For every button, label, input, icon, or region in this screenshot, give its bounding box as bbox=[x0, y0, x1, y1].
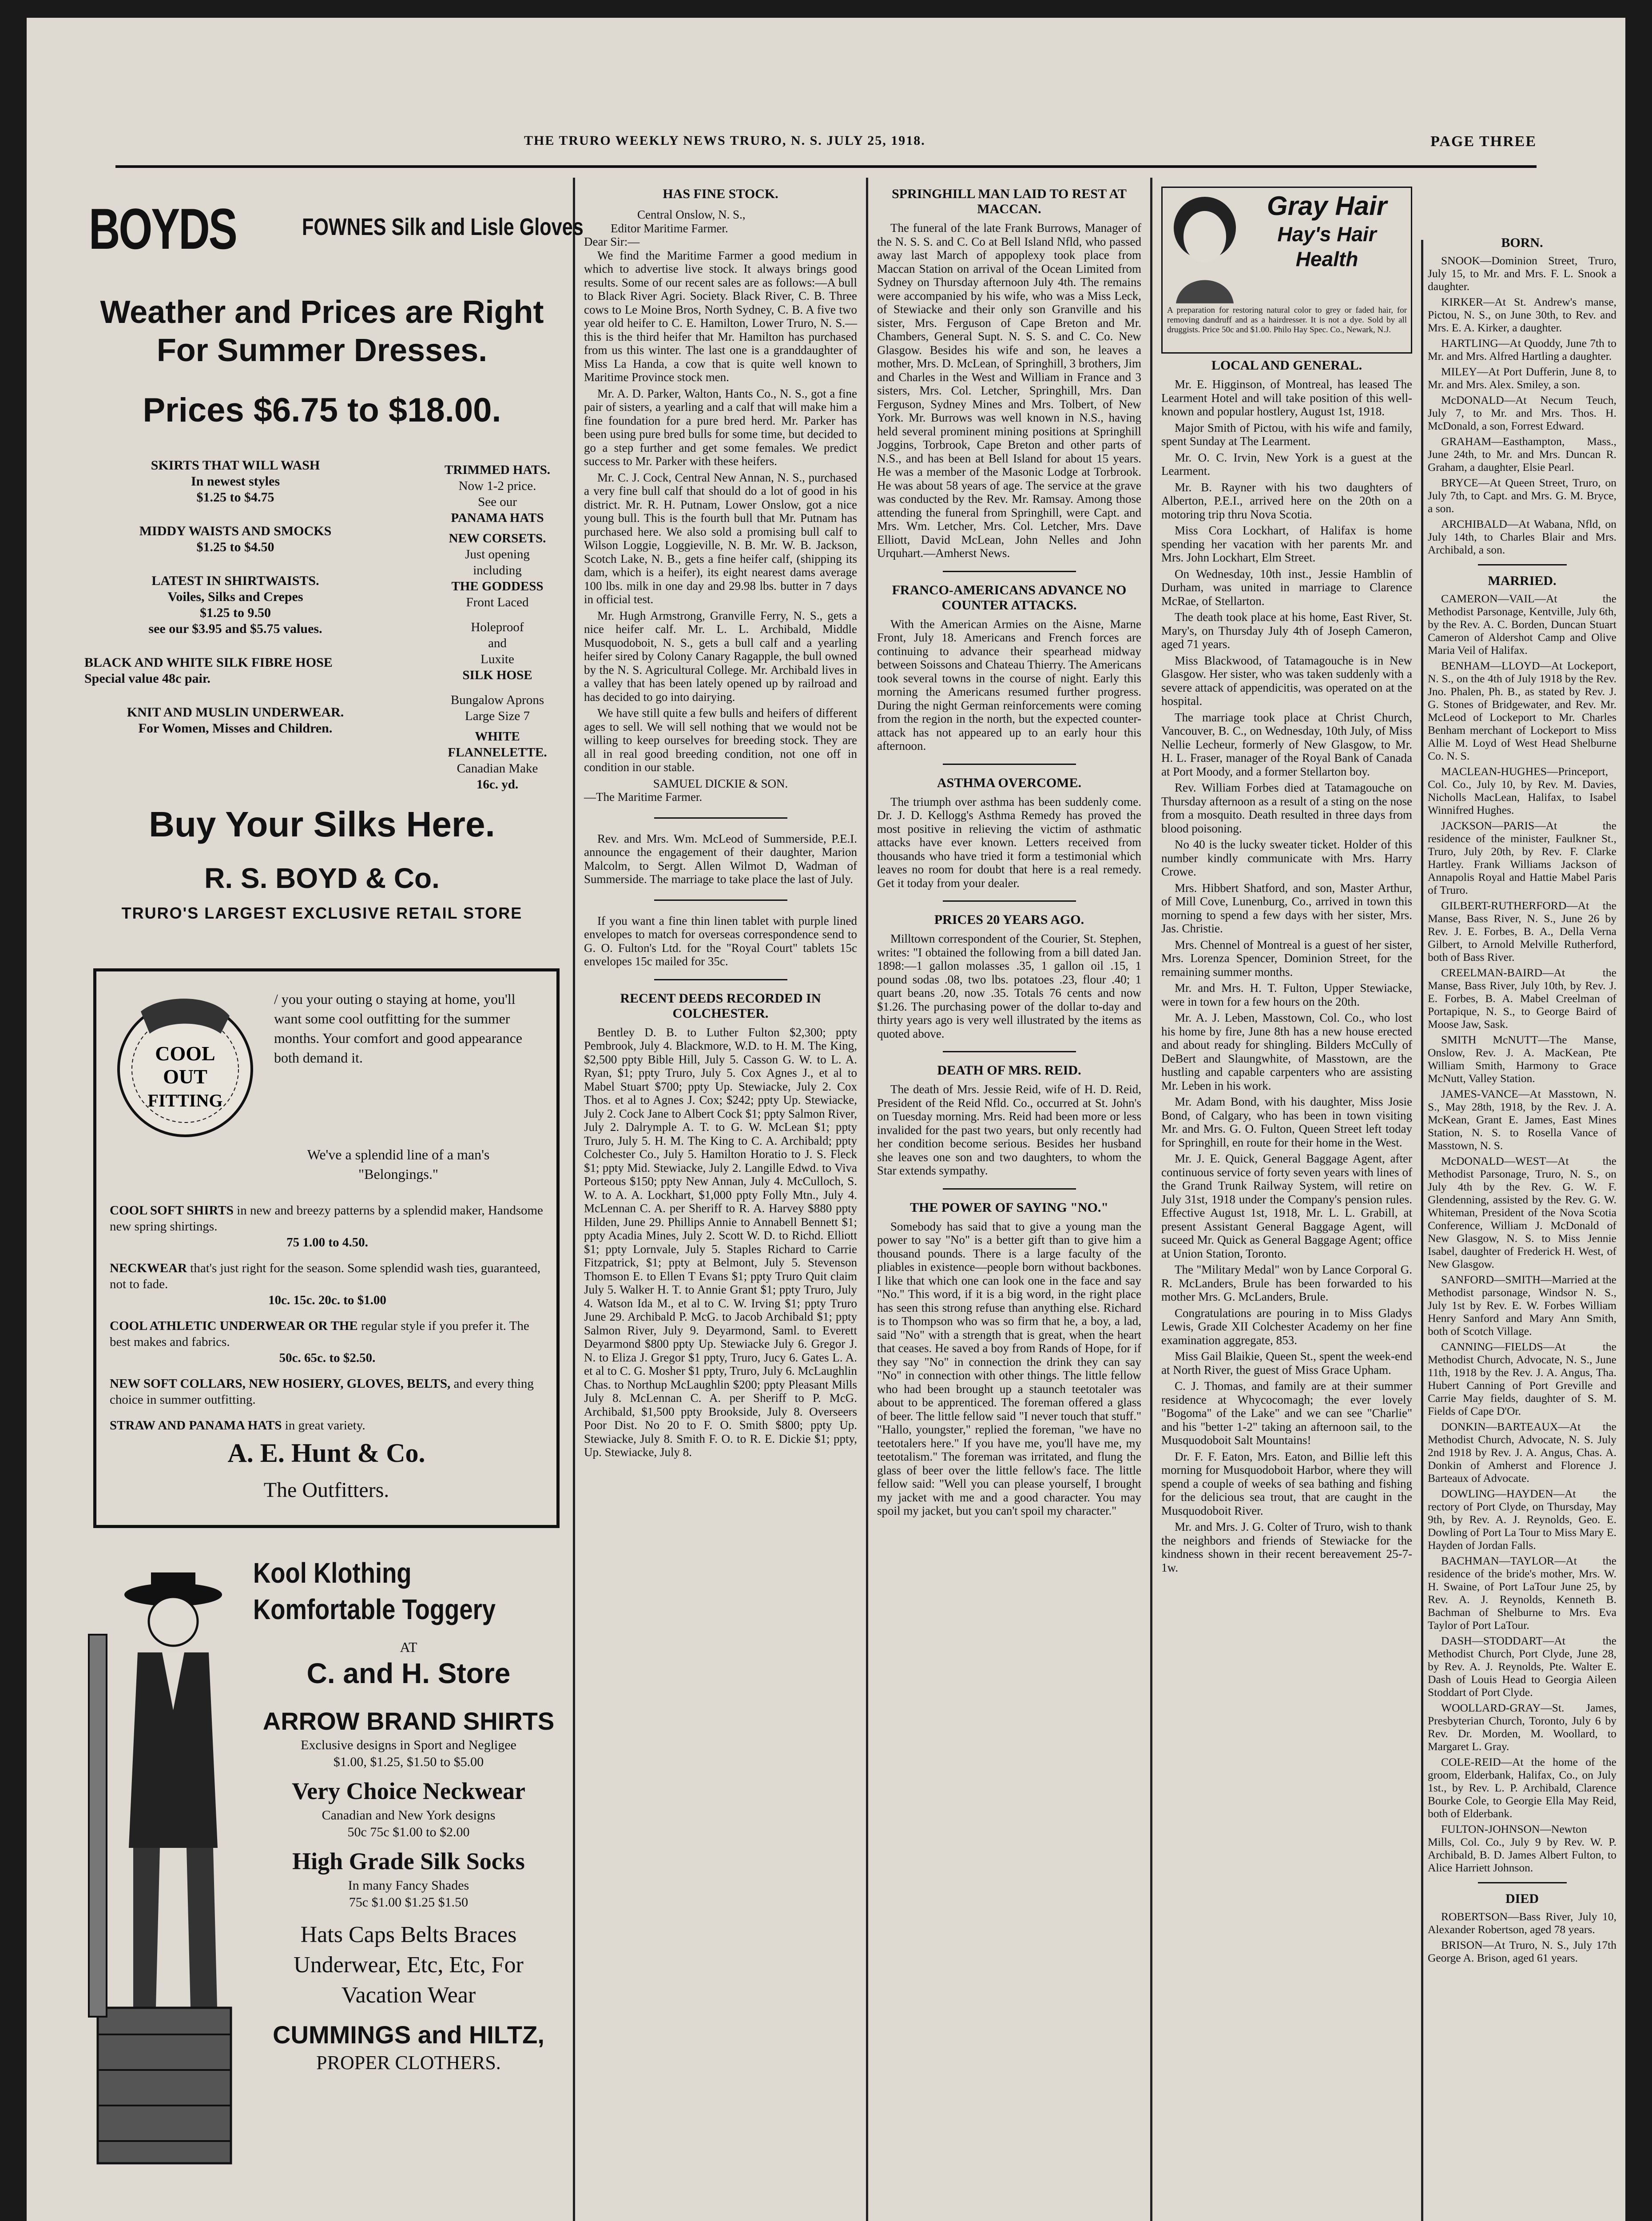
boyds-item: Luxite bbox=[481, 652, 514, 666]
local-items bbox=[1161, 378, 1412, 1574]
boyds-item: NEW CORSETS. bbox=[449, 531, 546, 545]
svg-text:OUT: OUT bbox=[163, 1065, 207, 1088]
divider bbox=[943, 571, 1076, 572]
cool-outfitting-badge-icon bbox=[110, 985, 261, 1154]
boyds-item: including bbox=[473, 563, 522, 577]
married-entry: CAMERON—VAIL—At the Methodist Parsonage, Kentville, July 6th, by the Rev. A. C. Borden, Duncan Stuart Cameron of Aldershot Camp and Olive Maria Veil of Halifax. bbox=[1428, 592, 1616, 657]
column-2 bbox=[584, 187, 857, 1462]
hunt-item-title: NECKWEAR bbox=[110, 1261, 187, 1275]
asthma-heading: ASTHMA OVERCOME. bbox=[937, 775, 1082, 790]
tablet-notice: If you want a fine thin linen tablet with purple lined envelopes to match for overseas correspondence send to G. O. Fulton's Ltd. for the "Royal Court" tablets 15c envelopes 15c mailed for 35c. bbox=[584, 914, 857, 968]
married-entry: WOOLLARD-GRAY—St. James, Presbyterian Church, Toronto, July 6 by Rev. Dr. Morden, M. Woollard, to Margaret L. Gray. bbox=[1428, 1701, 1616, 1753]
hunt-item-title: STRAW AND PANAMA HATS bbox=[110, 1418, 282, 1433]
boyds-item: See our bbox=[478, 495, 517, 509]
boyds-item: THE GODDESS bbox=[451, 579, 544, 593]
boyds-silks: Buy Your Silks Here. bbox=[149, 804, 495, 844]
hunt-item-desc: and every thing choice in summer outfitting. bbox=[110, 1377, 534, 1407]
cummings-headline-2: Komfortable Toggery bbox=[253, 1593, 496, 1625]
cummings-headline bbox=[253, 1555, 517, 1628]
column-5 bbox=[1428, 235, 1616, 1967]
boyds-ad bbox=[84, 195, 584, 942]
gray-hair-ad bbox=[1161, 187, 1412, 354]
gray-hair-title bbox=[1247, 191, 1407, 271]
deeds-list: Bentley D. B. to Luther Fulton $2,300; ppty Pembrook, July 4. Blackmore, W.D. to H. M. The King, $2,500 ppty Bible Hill, July 5. Casson G. W. to L. A. Ryan, $1; ppty Truro, July 5. Cox Agnes J., et al to Mabel Stuart $700; ppty Up. Stewiacke, July 2. Cox Thos. et al to Agnes J. Cox; $242; ppty Up. Stewiacke, July 2. Cock Jane to Albert Cock $1; ppty Salmon River, July 2. Dalrymple A. T. to G. W. McLean $1; ppty Truro, July 5. H. M. The King to C. A. Archibald; ppty Colchester Co., July 5. Hamilton Horatio to J. S. Fleck $1; ppty Mid. Stewiacke, July 2. Langille Edwd. to Viva Porteous $150; ppty New Annan, July 4. McCulloch, S. W. to A. A. Lockhart, $1,000 ppty Folly Mtn., July 4. McLennan C. A. per Sheriff to R. A. Harvey $880 ppty Hilden, June 29. Phillips Annie to Annabell Bennett $1; ppty Acadia Mines, July 2. Scott W. D. to Richd. Elliott $1; ppty Lornvale, July 5. Staples Richard to Carrie Fitzpatrick, $1; ppty at Belmont, July 5. Stevenson Thomson E. to Ellen T Evans $1; ppty Truro Quit claim July 5. Walker H. T. to Annie Grant $1; ppty Truro, July 4. Watson Ida M., et al to C. W. Irving $1; ppty Truro June 29. Archibald P. McG. to Jacob Archibald $1; ppty Salmon River, July 9. Deyarmond, Saml. to Everett Deyarmond $800 ppty Up. Stewiacke July 6. Gregor J. N. to Eliza J. Gregor $1 ppty, Truro, Jucy 6. Gates L. A. et al to C. G. Mosher $1 ppty, Truro, July 6. McLaughlin Chas. to Northup McLaughlin $200; ppty Pleasant Mills July 8. McLennan C. A. per Sheriff to P. McG. Archibald, $1,500 ppty Brookside, July 8. Overseers Poor Dist. No 20 to F. O. Smith $800; ppty Up. Stewiacke, July 8. Smith F. O. to R. E. Dickie $1; ppty, Up. Stewiacke, July 8. bbox=[584, 1025, 857, 1459]
boyds-gloves: FOWNES Silk and Lisle Gloves bbox=[302, 214, 584, 240]
column-rule-1 bbox=[573, 178, 575, 2221]
married-entry: DOWLING—HAYDEN—At the rectory of Port Clyde, on Thursday, May 9th, by Rev. A. J. Reynolds, Geo. E. Dowling of Port La Tour to Miss Mary E. Hayden of Jordan Falls. bbox=[1428, 1487, 1616, 1552]
svg-text:COOL: COOL bbox=[155, 1042, 215, 1065]
franco-article: With the American Armies on the Aisne, Marne Front, July 18. Americans and French forces are continuing to advance their spearhead midway between Soissons and Chateau Thierry. The Americans took several towns in the course of night. Early this morning the Americans resumed further progress. During the night German reinforcements were coming from the region in the north, but the expected counter-attack has not appeared up to an early hour this afternoon. bbox=[877, 617, 1141, 752]
married-entry: GILBERT-RUTHERFORD—At the Manse, Bass River, N. S., June 26 by Rev. J. E. Forbes, B. A., Della Verna Gilbert, to Arnold Melville Rutherford, both of Bass River. bbox=[1428, 899, 1616, 963]
local-item: The death took place at his home, East River, St. Mary's, on Thursday July 4th of Joseph Cameron, aged 71 years. bbox=[1161, 610, 1412, 651]
cummings-tagline: PROPER CLOTHERS. bbox=[316, 2052, 501, 2074]
cummings-arrow-desc: Exclusive designs in Sport and Negligee bbox=[301, 1738, 516, 1752]
local-item: Miss Blackwood, of Tatamagouche is in New Glasgow. Her sister, who was taken suddenly with a severe attack of appendicitis, was operated on at the hospital. bbox=[1161, 653, 1412, 708]
hunt-item-title: COOL SOFT SHIRTS bbox=[110, 1203, 234, 1218]
boyds-brand: BOYDS bbox=[89, 196, 236, 261]
local-item: Mr. Adam Bond, with his daughter, Miss Josie Bond, of Calgary, who has been in town visiting Mr. and Mrs. G. O. Fulton, Queen Street left today for Springhill, en route for their home in the West. bbox=[1161, 1095, 1412, 1149]
hunt-item-desc: in new and breezy patterns by a splendid maker, Handsome new spring shirtings. bbox=[110, 1203, 543, 1234]
fine-stock-letter bbox=[584, 208, 857, 804]
hunt-item-title: NEW SOFT COLLARS, NEW HOSIERY, GLOVES, BELTS, bbox=[110, 1377, 451, 1391]
married-entry: JAMES-VANCE—At Masstown, N. S., May 28th, 1918, by the Rev. J. A. McKean, Grant E. James, East Mines Station, N. S. to Rosella Vance of Masstown, N. S. bbox=[1428, 1087, 1616, 1152]
letter-paragraph: Mr. Hugh Armstrong, Granville Ferry, N. S., gets a nice heifer calf. Mr. L. L. Archibald, Middle Musquodoboit, N. S., gets a bull calf and a yearling heifer sired by Colony Canary Ragapple, the bull owned by the N. S. Agricultural College. Mr. Archibald lives in a valley that has been lately opened up by railroad and has decided to go into dairying. bbox=[584, 609, 857, 704]
hunt-item bbox=[110, 1318, 545, 1366]
born-entry: HARTLING—At Quoddy, June 7th to Mr. and Mrs. Alfred Hartling a daughter. bbox=[1428, 337, 1616, 362]
boyds-item: Voiles, Silks and Crepes bbox=[167, 589, 303, 604]
column-rule-2 bbox=[866, 178, 868, 2221]
boyds-item: 16c. yd. bbox=[476, 777, 519, 792]
deeds-heading: RECENT DEEDS RECORDED IN COLCHESTER. bbox=[620, 991, 821, 1021]
died-entry: BRISON—At Truro, N. S., July 17th George A. Brison, aged 61 years. bbox=[1428, 1938, 1616, 1964]
local-item: Mrs. Hibbert Shatford, and son, Master Arthur, of Mill Cove, Lunenburg, Co., arrived in town this morning to spend a few days with her sister, Mrs. Jas. Christie. bbox=[1161, 881, 1412, 935]
born-entry: GRAHAM—Easthampton, Mass., June 24th, to Mr. and Mrs. Duncan R. Graham, a daughter, Elsie Pearl. bbox=[1428, 435, 1616, 474]
married-list bbox=[1428, 592, 1616, 1874]
cummings-store: C. and H. Store bbox=[306, 1657, 511, 1689]
reid-heading: DEATH OF MRS. REID. bbox=[937, 1063, 1081, 1078]
boyds-item: and bbox=[488, 636, 507, 650]
born-list bbox=[1428, 254, 1616, 556]
married-entry: BACHMAN—TAYLOR—At the residence of the bride's mother, Mrs. W. H. Swaine, of Port LaTour June 25, by Rev. A. J. Reynolds, Kenneth B. Bachman of Shelburne to Mrs. Eva Taylor of Port LaTour. bbox=[1428, 1554, 1616, 1632]
boyds-item: For Women, Misses and Children. bbox=[138, 721, 333, 736]
cummings-misc: Hats Caps Belts Braces bbox=[300, 1922, 517, 1947]
boyds-item: Now 1-2 price. bbox=[458, 479, 536, 493]
married-entry: COLE-REID—At the home of the groom, Elderbank, Halifax, Co., on July 1st., by Rev. L. P. Archibald, Clarence Bourke Cole, to Georgie Ella May Reid, both of Elderbank. bbox=[1428, 1755, 1616, 1820]
boyds-item: KNIT AND MUSLIN UNDERWEAR. bbox=[127, 705, 344, 720]
local-item: Mr. A. J. Leben, Masstown, Col. Co., who lost his home by fire, June 8th has a new house erected and about ready for shingling. Bilders McCully of DeBert and Slaungwhite, of Masstown, are the hustling and capable carpenters who are assisting Mr. Leben in his work. bbox=[1161, 1011, 1412, 1092]
cummings-company: CUMMINGS and HILTZ, bbox=[273, 2021, 544, 2049]
gray-hair-title-2: Hay's Hair Health bbox=[1277, 223, 1377, 271]
boyds-item: $1.25 to $4.50 bbox=[196, 540, 274, 554]
local-item: The "Military Medal" won by Lance Corporal G. R. McLanders, Brule has been forwarded to his mother Mrs. G. McLanders, Brule. bbox=[1161, 1263, 1412, 1303]
boyds-item: Just opening bbox=[465, 547, 530, 561]
mcleod-notice: Rev. and Mrs. Wm. McLeod of Summerside, P.E.I. announce the engagement of their daughter, Marion Malcolm, to Sergt. Allen Wilmot D, Wadman of Summerside. The marriage to take place the last of July. bbox=[584, 832, 857, 886]
cummings-socks: High Grade Silk Socks bbox=[292, 1848, 525, 1875]
boyds-item: MIDDY WAISTS AND SMOCKS bbox=[139, 524, 332, 538]
local-item: Miss Gail Blaikie, Queen St., spent the week-end at North River, the guest of Miss Grace Upham. bbox=[1161, 1349, 1412, 1377]
letter-line: Central Onslow, N. S., bbox=[637, 208, 746, 221]
died-entry: ROBERTSON—Bass River, July 10, Alexander Robertson, aged 78 years. bbox=[1428, 1910, 1616, 1936]
boyds-item: TRIMMED HATS. bbox=[445, 463, 550, 477]
hunt-item-title: COOL ATHLETIC UNDERWEAR OR THE bbox=[110, 1319, 358, 1333]
letter-line: Dear Sir:— bbox=[584, 235, 640, 248]
page-number: PAGE THREE bbox=[1430, 133, 1537, 150]
svg-text:FITTING: FITTING bbox=[147, 1091, 223, 1110]
local-item: Mr. and Mrs. H. T. Fulton, Upper Stewiacke, were in town for a few hours on the 20th. bbox=[1161, 981, 1412, 1008]
hunt-item-price: 50c. 65c. to $2.50. bbox=[279, 1351, 376, 1365]
reid-article: The death of Mrs. Jessie Reid, wife of H. D. Reid, President of the Reid Nfld. Co., occurred at St. John's on Tuesday morning. Mrs. Reid had been more or less invalided for the past two years, but only recently had her condition become serious. Besides her husband she leaves one son and two daughters, to whom the Star extends sympathy. bbox=[877, 1083, 1141, 1177]
cummings-at: AT bbox=[400, 1639, 417, 1655]
married-entry: CANNING—FIELDS—At the Methodist Church, Advocate, N. S., June 11th, 1918 by the Rev. J. A. Angus, Tha. Hubert Canning of Port Greville and Carrie May fields, daughter of S. M. Fields of Cape D'Or. bbox=[1428, 1340, 1616, 1417]
man-illustration bbox=[84, 1564, 235, 2168]
divider bbox=[943, 1051, 1076, 1052]
died-list bbox=[1428, 1910, 1616, 1964]
cummings-offers bbox=[253, 1706, 564, 2075]
letter-paragraph: We have still quite a few bulls and heifers of different ages to sell. We will sell nothing that we would not be willing to keep ourselves for breeding stock. They are all in real good breeding condition, not one off in condition in our stable. bbox=[584, 706, 857, 774]
hunt-item bbox=[110, 1202, 545, 1250]
hunt-line: We've a splendid line of a man's "Belongings." bbox=[307, 1146, 490, 1182]
hunt-item-price: 10c. 15c. 20c. to $1.00 bbox=[268, 1293, 386, 1307]
hunt-item bbox=[110, 1376, 545, 1408]
hunt-tagline: The Outfitters. bbox=[263, 1478, 389, 1502]
local-item: Dr. F. F. Eaton, Mrs. Eaton, and Billie left this morning for Musquodoboit Harbor, where they will spend a couple of weeks of sea bathing and fishing for the delicious sea trout, that are caught in the Musquodoboit River. bbox=[1161, 1449, 1412, 1517]
boyds-item: SILK HOSE bbox=[462, 668, 532, 682]
married-entry: McDONALD—WEST—At the Methodist Parsonage, Truro, N. S., on July 4th by the Rev. G. W. F. Glendenning, assisted by the Rev. G. W. Whiteman, President of the Nova Scotia Conference, William J. McDonald of New Glasgow, N. S. to Miss Jennie Isabel, daughter of Frederick H. West, of New Glasgow. bbox=[1428, 1154, 1616, 1270]
cummings-neck-desc: Canadian and New York designs bbox=[322, 1808, 496, 1823]
cummings-arrow-price: $1.00, $1.25, $1.50 to $5.00 bbox=[333, 1755, 484, 1769]
local-item: On Wednesday, 10th inst., Jessie Hamblin of Durham, was united in marriage to Clarence McRae, of Stellarton. bbox=[1161, 567, 1412, 608]
divider bbox=[943, 764, 1076, 765]
cummings-misc: Underwear, Etc, Etc, For bbox=[294, 1952, 524, 1978]
prices-article: Milltown correspondent of the Courier, St. Stephen, writes: "I obtained the following from a bill dated Jan. 1898:—1 gallon molasses .35, 1 gallon oil .15, 1 pound sodas .08, two lbs. potatoes .23, flour .40; 1 quart beans .20, now .35. Totals 76 cents and now $1.26. The purchasing power of the dollar to-day and thirty years ago is very well illustrated by the items as quoted above. bbox=[877, 932, 1141, 1040]
married-entry: SANFORD—SMITH—Married at the Methodist parsonage, Windsor N. S., July 1st by Rev. E. W. Forbes William Henry Sanford and Mary Ann Smith, both of Scotch Village. bbox=[1428, 1273, 1616, 1337]
column-rule-3 bbox=[1150, 178, 1152, 2221]
boyds-headline-1: Weather and Prices are Right bbox=[100, 295, 544, 330]
boyds-prices: Prices $6.75 to $18.00. bbox=[143, 391, 501, 429]
local-item: Rev. William Forbes died at Tatamagouche on Thursday afternoon as a result of a sting on the nose from a mosquito. Death resulted in three days from blood poisoning. bbox=[1161, 781, 1412, 835]
born-entry: BRYCE—At Queen Street, Truro, on July 7th, to Capt. and Mrs. G. M. Bryce, a son. bbox=[1428, 476, 1616, 515]
no-heading: THE POWER OF SAYING "NO." bbox=[910, 1200, 1108, 1215]
springhill-article: The funeral of the late Frank Burrows, Manager of the N. S. S. and C. Co at Bell Island Nfld, who passed away last March of appoplexy took place from Maccan Station on arrival of the Ocean Limited from Sydney on Thursday afternoon July 4th. The remains were accompanied by his wife, who was a Miss Leck, of Stewiacke and their only son Granville and his sister, Mrs. Ferguson of Cape Breton and Mr. Chambers, General Supt. N. S. S. and C. Co. New Glasgow. Besides his wife and son, he leaves a mother, Mrs. D. McLean, of Springhill, 3 brothers, Jim and Charles in the West and William in France and 3 sisters, Mrs. Col. Letcher, Springhill, Mrs. Dan Ferguson, Sydney Mines and Mrs. Tolbert, of New York. Mr. Burrows was well known in N.S., having held several prominent mining positions at Springhill Joggins, Torbrook, Cape Breton and other parts of N.S., and has been at Bell Island for about 15 years. He was a member of the Masonic Lodge at Torbrook. He was about 58 years of age. The service at the grave was conducted by the Rev. Mr. Ramsay. Among those attending the funeral from Springhill, were Capt. and Mrs. Wm. Letcher, Mrs. Col. Letcher, Mrs. Dave Elliott, David McLean, John Nelles and John Urquhart.—Amherst News. bbox=[877, 221, 1141, 560]
no-article: Somebody has said that to give a young man the power to say "No" is a better gift than to give him a thousand pounds. There is a large faculty of the pliables in existence—people born without backbones. I like that which one can look one in the face and say "No." This word, if it is a big word, in the right place has seen this strong refuse than anything else. Richard is to Thompson who was so firm that he, a boy, a lad, said "No" with a strength that is great, when the heart that ceases. He saved a boy from Rands of Hope, for if they say "No" in connection the drink they can say "No" in connection with other things. The little fellow who had been brought up a staunch teetotaler was about to be apprenticed. The foreman offered a glass of beer. The little fellow said "I never touch that stuff." "Hallo, youngster," replied the foreman, "we have no teetotalers here." If you have me, you'll have me, my teetotalism." The foreman was irritated, and flung the glass of beer over the little fellow's face. The little fellow said: "Well you can please yourself, I brought my jacket with me and a good character. You may spoil my jacket, but you can't spoil my character." bbox=[877, 1219, 1141, 1517]
cummings-arrow: ARROW BRAND SHIRTS bbox=[262, 1707, 555, 1735]
letter-paragraph: We find the Maritime Farmer a good medium in which to advertise live stock. It always brings good results. Some of our recent sales are as follows:—A bull to Black River Agri. Society. Black River, C. B. Three cows to Le Moine Bros, North Sydney, C. B. A five two year old heifer to C. E. Hamilton, Lower Truro, N. S.—this is the third heifer that Mr. Hamilton has purchased from us this winter. The last one is a granddaughter of Miss La Handa, a cow that is quite well known to Maritime Province stock men. bbox=[584, 248, 857, 384]
died-heading: DIED bbox=[1505, 1891, 1539, 1906]
local-item: Mr. J. E. Quick, General Baggage Agent, after continuous service of forty seven years with lines of the Grand Trunk Railway System, will retire on July 31st, 1918 under the Company's pension rules. Effective August 1st, 1918, Mr. L. L. Grabill, at present Assistant General Baggage Agent, will suceed Mr. Quick as General Baggage Agent; office at Union Station, Toronto. bbox=[1161, 1152, 1412, 1260]
prices-heading: PRICES 20 YEARS AGO. bbox=[934, 912, 1084, 927]
cummings-socks-desc: In many Fancy Shades bbox=[348, 1878, 469, 1893]
gray-hair-fine-print: A preparation for restoring natural color to grey or faded hair, for removing dandruff and as a hairdresser. It is not a dye. Sold by all druggists. Price 50c and $1.00. Philo Hay Spec. Co., Newark, N.J. bbox=[1167, 306, 1407, 334]
married-entry: FULTON-JOHNSON—Newton Mills, Col. Co., July 9 by Rev. W. P. Archibald, B. D. James Albert Fulton, to Alice Harriett Johnson. bbox=[1428, 1823, 1616, 1874]
local-item: Mrs. Chennel of Montreal is a guest of her sister, Mrs. Lorenza Spencer, Dominion Street, for the remaining summer months. bbox=[1161, 938, 1412, 979]
married-entry: SMITH McNUTT—The Manse, Onslow, Rev. J. A. MacKean, Pte William Smith, Harmony to Grace McNutt, Valley Station. bbox=[1428, 1033, 1616, 1085]
cummings-headline-1: Kool Klothing bbox=[253, 1557, 412, 1589]
hunt-company: A. E. Hunt & Co. bbox=[227, 1438, 425, 1468]
cummings-socks-price: 75c $1.00 $1.25 $1.50 bbox=[349, 1895, 469, 1910]
masthead-rule bbox=[115, 165, 1537, 168]
local-item: Mr. E. Higginson, of Montreal, has leased The Learment Hotel and will take position of this well-known and popular hostlery, August 1st, 1918. bbox=[1161, 378, 1412, 418]
cummings-neck: Very Choice Neckwear bbox=[292, 1778, 525, 1804]
boyds-headline-2: For Summer Dresses. bbox=[156, 333, 488, 368]
local-item: Major Smith of Pictou, with his wife and family, spent Sunday at The Learment. bbox=[1161, 421, 1412, 448]
divider bbox=[654, 817, 787, 819]
springhill-heading: SPRINGHILL MAN LAID TO REST AT MACCAN. bbox=[892, 187, 1127, 216]
divider bbox=[1478, 564, 1567, 565]
married-entry: BENHAM—LLOYD—At Lockeport, N. S., on the 4th of July 1918 by the Rev. Jno. Phalen, Ph. B., as stated by Rev. J. G. Stones of Bridgewater, and Rev. Mr. McLeod of Lockeport to Mr. Charles Benham merchant of Lockeport to Miss Allie M. Loyd of West Head Shelburne Co. N. S. bbox=[1428, 659, 1616, 762]
newspaper-page bbox=[27, 18, 1625, 2221]
boyds-item: Holeproof bbox=[471, 620, 524, 634]
divider bbox=[943, 900, 1076, 902]
letter-signature: SAMUEL DICKIE & SON. bbox=[653, 776, 788, 790]
divider bbox=[943, 1188, 1076, 1190]
married-entry: DASH—STODDART—At the Methodist Church, Port Clyde, June 28, by Rev. A. J. Reynolds, Pte. Walter E. Dash of Louis Head to Georgia Aileen Stoddart of Port Clyde. bbox=[1428, 1634, 1616, 1699]
masthead bbox=[115, 133, 1537, 160]
hunt-items bbox=[110, 1202, 545, 1433]
hunt-ad bbox=[93, 968, 560, 1528]
boyds-item: WHITE FLANNELETTE. bbox=[448, 729, 547, 760]
asthma-article: The triumph over asthma has been suddenly come. Dr. J. D. Kellogg's Asthma Remedy has proved the most positive in relieving the victim of asthmatic attacks have ever known. Letters received from thousands who have tried it form a testimonial which leaves no room for doubt that here is a real remedy. Get it today from your dealer. bbox=[877, 795, 1141, 890]
local-item: Mr. and Mrs. J. G. Colter of Truro, wish to thank the neighbors and friends of Stewiacke for the kindness shown in their recent bereavement 25-7-1w. bbox=[1161, 1520, 1412, 1574]
letter-source: —The Maritime Farmer. bbox=[584, 790, 703, 804]
boyds-item: Special value 48c pair. bbox=[84, 671, 210, 686]
local-item: C. J. Thomas, and family are at their summer residence at Whycocomagh; the ever lovely "Bogoma" of the Lake" and we can see "Charlie" and his "better 1-2" taking an afternoon sail, to the Musquodoboit Salt Mountains! bbox=[1161, 1379, 1412, 1447]
born-entry: MILEY—At Port Dufferin, June 8, to Mr. and Mrs. Alex. Smiley, a son. bbox=[1428, 365, 1616, 391]
married-entry: DONKIN—BARTEAUX—At the Methodist Church, Advocate, N. S. July 2nd 1918 by Rev. J. A. Angus, Chas. A. Donkin of Amherst and Florence J. Barteaux of Advocate. bbox=[1428, 1420, 1616, 1485]
boyds-item: SKIRTS THAT WILL WASH bbox=[151, 458, 320, 473]
married-entry: JACKSON—PARIS—At the residence of the minister, Faulkner St., Truro, July 20th, by Rev. F. Clarke Hartley. Frank Williams Jackson of Annapolis Royal and Hattie Mabel Paris of Truro. bbox=[1428, 819, 1616, 896]
boyds-item: LATEST IN SHIRTWAISTS. bbox=[151, 573, 319, 588]
boyds-item: BLACK AND WHITE SILK FIBRE HOSE bbox=[84, 655, 333, 670]
divider bbox=[654, 900, 787, 901]
letter-line: Editor Maritime Farmer. bbox=[611, 221, 728, 235]
hunt-item-desc: regular style if you prefer it. The best makes and fabrics. bbox=[110, 1319, 529, 1349]
boyds-company: R. S. BOYD & Co. bbox=[204, 862, 440, 894]
boyds-item: Canadian Make bbox=[457, 761, 538, 776]
column-3 bbox=[877, 187, 1141, 1520]
married-entry: CREELMAN-BAIRD—At the Manse, Bass River, July 10th, by Rev. J. E. Forbes, B. A. Mabel Creelman of Portapique, N. S., to George Baird of Moose Jaw, Sask. bbox=[1428, 966, 1616, 1031]
local-item: Mr. O. C. Irvin, New York is a guest at the Learment. bbox=[1161, 450, 1412, 478]
masthead-title: THE TRURO WEEKLY NEWS TRURO, N. S. JULY 25, 1918. bbox=[524, 133, 925, 148]
cummings-misc: Vacation Wear bbox=[341, 1982, 476, 2008]
boyds-item: $1.25 to 9.50 bbox=[200, 605, 271, 620]
boyds-item: see our $3.95 and $5.75 values. bbox=[148, 621, 322, 636]
boyds-item: Front Laced bbox=[466, 595, 529, 609]
hunt-item bbox=[110, 1260, 545, 1308]
hunt-illustration bbox=[110, 985, 261, 1154]
divider bbox=[654, 979, 787, 980]
boyds-item: PANAMA HATS bbox=[451, 511, 544, 525]
woman-portrait-icon bbox=[1167, 192, 1243, 303]
letter-paragraph: Mr. A. D. Parker, Walton, Hants Co., N. S., got a fine pair of sisters, a yearling and a calf that will make him a fine foundation for a pure bred herd. Mr. Parker has been using pure bred bulls for some time, but decided to go a step further and get some females. We predict success to Mr. Parker with these heifers. bbox=[584, 386, 857, 468]
born-entry: SNOOK—Dominion Street, Truro, July 15, to Mr. and Mrs. F. L. Snook a daughter. bbox=[1428, 254, 1616, 293]
married-heading: MARRIED. bbox=[1488, 573, 1557, 588]
column-4 bbox=[1161, 187, 1412, 1577]
gentleman-figure-icon bbox=[84, 1564, 235, 2168]
hunt-intro: / you your outing o staying at home, you'll want some cool outfitting for the summer months. Your comfort and good appearance both demand it. bbox=[274, 991, 522, 1066]
boyds-item: $1.25 to $4.75 bbox=[196, 490, 274, 505]
gray-hair-title-1: Gray Hair bbox=[1267, 191, 1387, 221]
boyds-item: Bungalow Aprons bbox=[450, 693, 544, 707]
cummings-neck-price: 50c 75c $1.00 to $2.00 bbox=[347, 1825, 470, 1839]
franco-heading: FRANCO-AMERICANS ADVANCE NO COUNTER ATTACKS. bbox=[892, 582, 1127, 613]
boyds-left-list bbox=[84, 458, 386, 736]
local-item: No 40 is the lucky sweater ticket. Holder of this number kindly communicate with Mrs. Harry Crowe. bbox=[1161, 838, 1412, 878]
hunt-item-desc: in great variety. bbox=[285, 1418, 365, 1433]
born-entry: McDONALD—At Necum Teuch, July 7, to Mr. and Mrs. Thos. H. McDonald, a son, Forrest Edward. bbox=[1428, 394, 1616, 432]
boyds-tagline: TRURO'S LARGEST EXCLUSIVE RETAIL STORE bbox=[121, 904, 523, 922]
fine-stock-heading: HAS FINE STOCK. bbox=[663, 187, 778, 201]
local-item: Mr. B. Rayner with his two daughters of Alberton, P.E.I., arrived here on the 20th on a motoring trip thru Nova Scotia. bbox=[1161, 480, 1412, 521]
local-item: Miss Cora Lockhart, of Halifax is home spending her vacation with her parents Mr. and Mrs. John Lockhart, Elm Street. bbox=[1161, 524, 1412, 564]
boyds-headline bbox=[84, 293, 560, 370]
boyds-item: In newest styles bbox=[191, 474, 280, 489]
born-heading: BORN. bbox=[1501, 235, 1543, 250]
hunt-item bbox=[110, 1417, 545, 1433]
local-general-heading: LOCAL AND GENERAL. bbox=[1211, 358, 1362, 373]
hunt-item-desc: that's just right for the season. Some splendid wash ties, guaranteed, not to fade. bbox=[110, 1261, 541, 1291]
divider bbox=[1478, 1882, 1567, 1883]
hunt-item-price: 75 1.00 to 4.50. bbox=[286, 1235, 368, 1250]
born-entry: KIRKER—At St. Andrew's manse, Pictou, N. S., on June 30th, to Rev. and Mrs. E. A. Kirker, a daughter. bbox=[1428, 295, 1616, 334]
cummings-ad bbox=[84, 1555, 564, 2221]
column-rule-4 bbox=[1421, 240, 1423, 2221]
local-item: Congratulations are pouring in to Miss Gladys Lewis, Grade XII Colchester Academy on her fine examination aggregate, 853. bbox=[1161, 1306, 1412, 1347]
boyds-item: Large Size 7 bbox=[465, 709, 530, 723]
boyds-right-list bbox=[435, 462, 560, 792]
letter-paragraph: Mr. C. J. Cock, Central New Annan, N. S., purchased a very fine bull calf that should do a lot of good in his district. Mr. R. H. Putnam, Lower Onslow, got a nice young bull. This is the fourth bull that Mr. Putnam has purchased here. We also sold a promising bull calf to Wilson Loggie, Loggieville, N. B. Mr. W. B. Jackson, Scotch Lake, N. B., gets a fine heifer calf, (shipping its dam, which is a heifer), its eight nearest dams average 100 lbs. milk in one day and 29.98 lbs. butter in 7 days in official test. bbox=[584, 470, 857, 606]
married-entry: MACLEAN-HUGHES—Princeport, Col. Co., July 10, by Rev. M. Davies, Nicholls MacLean, Halifax, to Isabel Winnifred Hughes. bbox=[1428, 765, 1616, 816]
born-entry: ARCHIBALD—At Wabana, Nfld, on July 14th, to Charles Blair and Mrs. Archibald, a son. bbox=[1428, 517, 1616, 556]
local-item: The marriage took place at Christ Church, Vancouver, B. C., on Wednesday, 10th July, of Miss Nellie Lecheur, formerly of New Glasgow, to Mr. H. L. Fraser, manager of the Royal Bank of Canada at Port Moody, and a former Stellarton boy. bbox=[1161, 710, 1412, 778]
